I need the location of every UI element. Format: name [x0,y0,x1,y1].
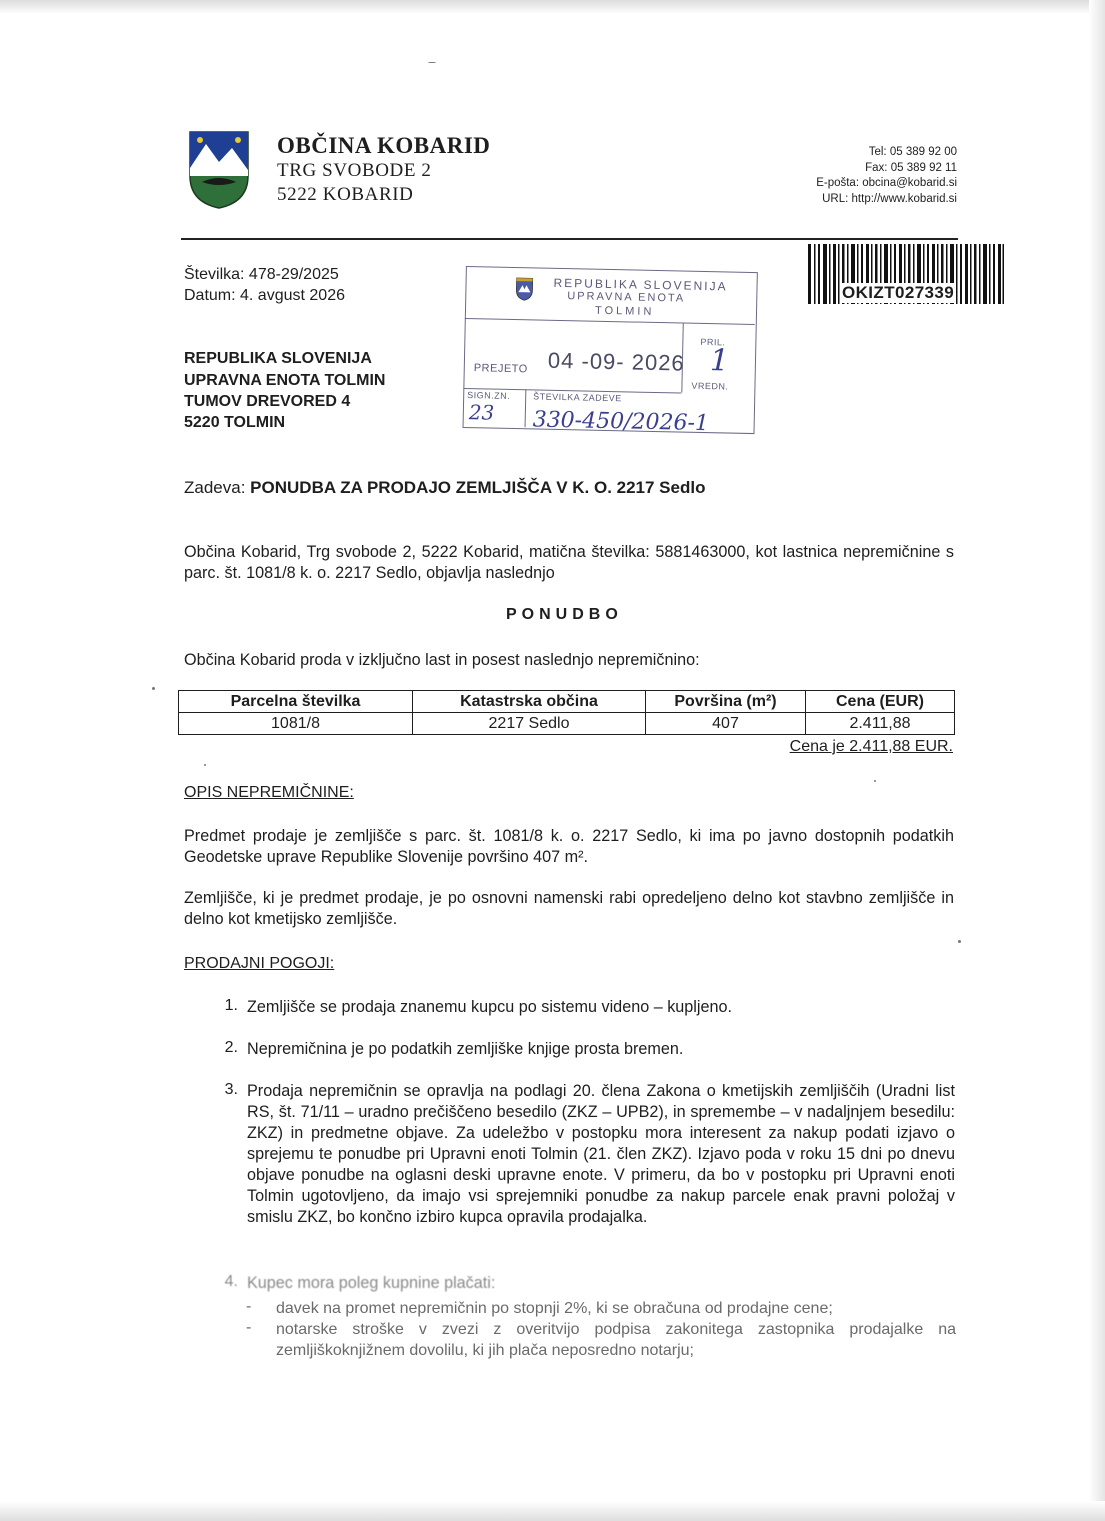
price-note: Cena je 2.411,88 EUR. [789,738,953,755]
cell-cadastral: 2217 Sedlo [413,713,646,735]
scan-speck [152,687,155,690]
url-label: URL: [822,192,849,205]
stamp-attachments-label: PRIL. [700,336,726,348]
stamp-received-label: PREJETO [473,362,528,376]
tel-value: 05 389 92 00 [889,146,957,158]
recipient-line-3: TUMOV DREVORED 4 [184,393,351,410]
cell-area: 407 [646,713,806,735]
description-paragraph-1: Predmet prodaje je zemljišče s parc. št. 1081/8 k. o. 2217 Sedlo, ki ima po javno dostopnih podatkih Geodetske uprave Republike Slovenije površino 407 m². [184,827,954,866]
cell-parcel: 1081/8 [179,713,413,735]
scan-speck [958,940,961,943]
received-stamp [462,262,762,440]
stamp-case-value: 330-450/2026-1 [532,407,710,437]
stamp-value-label: VREDN. [691,380,729,392]
subject-label: Zadeva: [184,478,246,497]
org-city: 5222 KOBARID [277,184,414,205]
org-street: TRG SVOBODE 2 [277,160,432,181]
recipient-line-1: REPUBLIKA SLOVENIJA [184,350,372,367]
slovenia-coat-of-arms-icon [515,277,533,301]
scan-edge-bottom [0,1501,1105,1521]
subject-text: PONUDBA ZA PRODAJO ZEMLJIŠČA V K. O. 2217 Sedlo [250,478,706,497]
condition-1-number: 1. [224,997,238,1014]
reference-number: Številka: 478-29/2025 [184,266,339,283]
description-title: OPIS NEPREMIČNINE: [184,784,354,801]
condition-4-number: 4. [224,1273,238,1290]
reference-date: Datum: 4. avgust 2026 [184,287,345,304]
scan-speck [428,62,436,63]
stamp-received-date: 04 -09- 2026 [547,347,685,376]
description-paragraph-2: Zemljišče, ki je predmet prodaje, je po osnovni namenski rabi opredeljeno delno kot stavbno zemljišče in delno kot kmetijsko zemljišče. [184,889,954,928]
stamp-title-3: TOLMIN [594,304,655,318]
condition-1-text: Zemljišče se prodaja znanemu kupcu po sistemu videno – kupljeno. [247,998,732,1016]
sub-item-2-dash: - [246,1319,252,1336]
table-header-row [179,691,955,713]
property-table [178,690,955,735]
fax-value: 05 389 92 11 [890,161,957,174]
col-header-price: Cena (EUR) [806,691,955,713]
table-row [179,713,955,735]
stamp-sign-value: 23 [468,400,495,425]
recipient-line-2: UPRAVNA ENOTA TOLMIN [184,372,386,389]
sub-item-1-dash: - [246,1298,252,1315]
stamp-title-2: UPRAVNA ENOTA [567,290,686,305]
offer-intro: Občina Kobarid proda v izključno last in posest naslednjo nepremičnino: [184,651,700,669]
conditions-title: PRODAJNI POGOJI: [184,955,335,972]
condition-3-text: Prodaja nepremičnin se opravlja na podlagi 20. člena Zakona o kmetijskih zemljiščih (Uradni list RS, št. 71/11 – uradno prečiščeno besedilo (ZKZ – UPB2), in spremembe – v nadaljnjem besedilu: ZKZ) in predmetne objave. Za udeležbo v postopku mora interesent za nakup podati izjavo o sprejemu te ponudbe pri Upravni enoti Tolmin (21. člen ZKZ). Izjavo poda v roku 15 dni po dnevu objave ponudbe na oglasni deski upravne enote. V primeru, da bo v postopku pri Upravni enoti Tolmin ugotovljeno, da imajo vsi sprejemniki ponudbe za nakup parcele enak pravni položaj v smislu ZKZ, bo končno izbiro kupca opravila prodajalka. [247,1082,955,1226]
scan-edge-top [0,0,1105,14]
header-divider [181,238,958,240]
url-value[interactable]: http://www.kobarid.si [851,192,957,205]
sub-item-1-text: davek na promet nepremičnin po stopnji 2%, ki se obračuna od prodajne cene; [276,1300,833,1317]
stamp-attachments-value: 1 [709,343,730,379]
municipal-coat-of-arms-icon [188,130,250,210]
subject-line [184,478,705,498]
condition-2-text: Nepremičnina je po podatkih zemljiške knjige prosta bremen. [247,1040,684,1058]
recipient-line-4: 5220 TOLMIN [184,414,286,431]
condition-3-number: 3. [224,1081,238,1098]
scan-speck [204,764,206,766]
scan-speck [874,780,876,782]
stamp-case-label: ŠTEVILKA ZADEVE [533,391,622,404]
scan-edge-right [1089,0,1105,1521]
col-header-cadastral: Katastrska občina [413,691,646,713]
tel-label: Tel: [868,146,887,158]
condition-2-number: 2. [224,1039,238,1056]
contact-block [816,145,957,207]
sub-item-2-text: notarske stroške v zvezi z overitvijo podpisa zakonitega zastopnika prodajalke na zemljiškoknjižnem dovolilu, ki jih plača neposredno notarju; [276,1321,956,1359]
condition-4-text: Kupec mora poleg kupnine plačati: [247,1274,496,1292]
email-value[interactable]: obcina@kobarid.si [862,177,957,190]
email-label: E-pošta: [816,177,860,190]
cell-price: 2.411,88 [806,713,955,735]
stamp-title-1: REPUBLIKA SLOVENIJA [553,275,728,294]
col-header-area: Površina (m²) [646,691,806,713]
org-name: OBČINA KOBARID [277,133,491,158]
intro-paragraph: Občina Kobarid, Trg svobode 2, 5222 Kobarid, matična številka: 5881463000, kot lastnica nepremičnine s parc. št. 1081/8 k. o. 2217 Sedlo, objavlja naslednjo [184,543,954,582]
col-header-parcel: Parcelna številka [179,691,413,713]
fax-label: Fax: [865,161,888,174]
offer-heading: PONUDBO [506,606,623,623]
stamp-sign-label: SIGN.ZN. [467,390,511,401]
barcode-number: OKIZT027339 [842,283,955,302]
